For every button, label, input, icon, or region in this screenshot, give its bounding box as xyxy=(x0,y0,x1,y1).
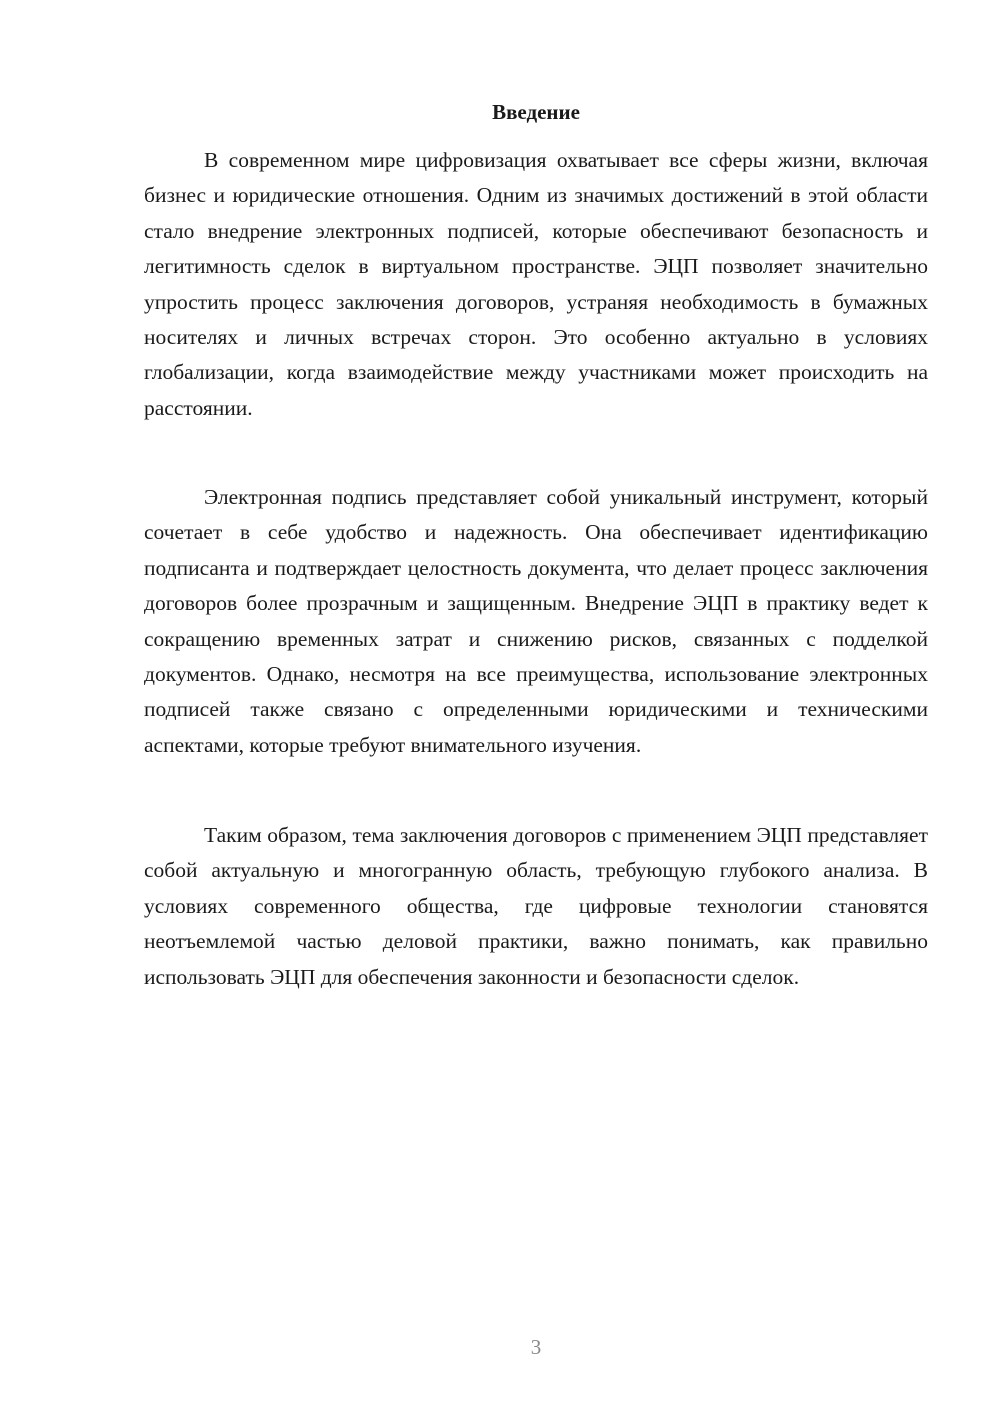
paragraph-3: Таким образом, тема заключения договоров с применением ЭЦП представляет собой актуальную и многогранную область, требующую глубокого анализа. В условиях современного общества, где цифровые технологии становятся неотъемлемой частью деловой практики, важно понимать, как правильно использовать ЭЦП для обеспечения законности и безопасности сделок. xyxy=(144,823,928,989)
section-heading: Введение xyxy=(492,100,580,124)
paragraph-1: В современном мире цифровизация охватывает все сферы жизни, включая бизнес и юридические отношения. Одним из значимых достижений в этой области стало внедрение электронных подписей, которые обеспечивают безопасность и легитимность сделок в виртуальном пространстве. ЭЦП позволяет значительно упростить процесс заключения договоров, устраняя необходимость в бумажных носителях и личных встречах сторон. Это особенно актуально в условиях глобализации, когда взаимодействие между участниками может происходить на расстоянии. xyxy=(144,148,928,420)
page-number: 3 xyxy=(530,1335,542,1359)
paragraph-2: Электронная подпись представляет собой уникальный инструмент, который сочетает в себе удобство и надежность. Она обеспечивает идентификацию подписанта и подтверждает целостность документа, что делает процесс заключения договоров более прозрачным и защищенным. Внедрение ЭЦП в практику ведет к сокращению временных затрат и снижению рисков, связанных с подделкой документов. Однако, несмотря на все преимущества, использование электронных подписей также связано с определенными юридическими и техническими аспектами, которые требуют внимательного изучения. xyxy=(144,485,928,757)
